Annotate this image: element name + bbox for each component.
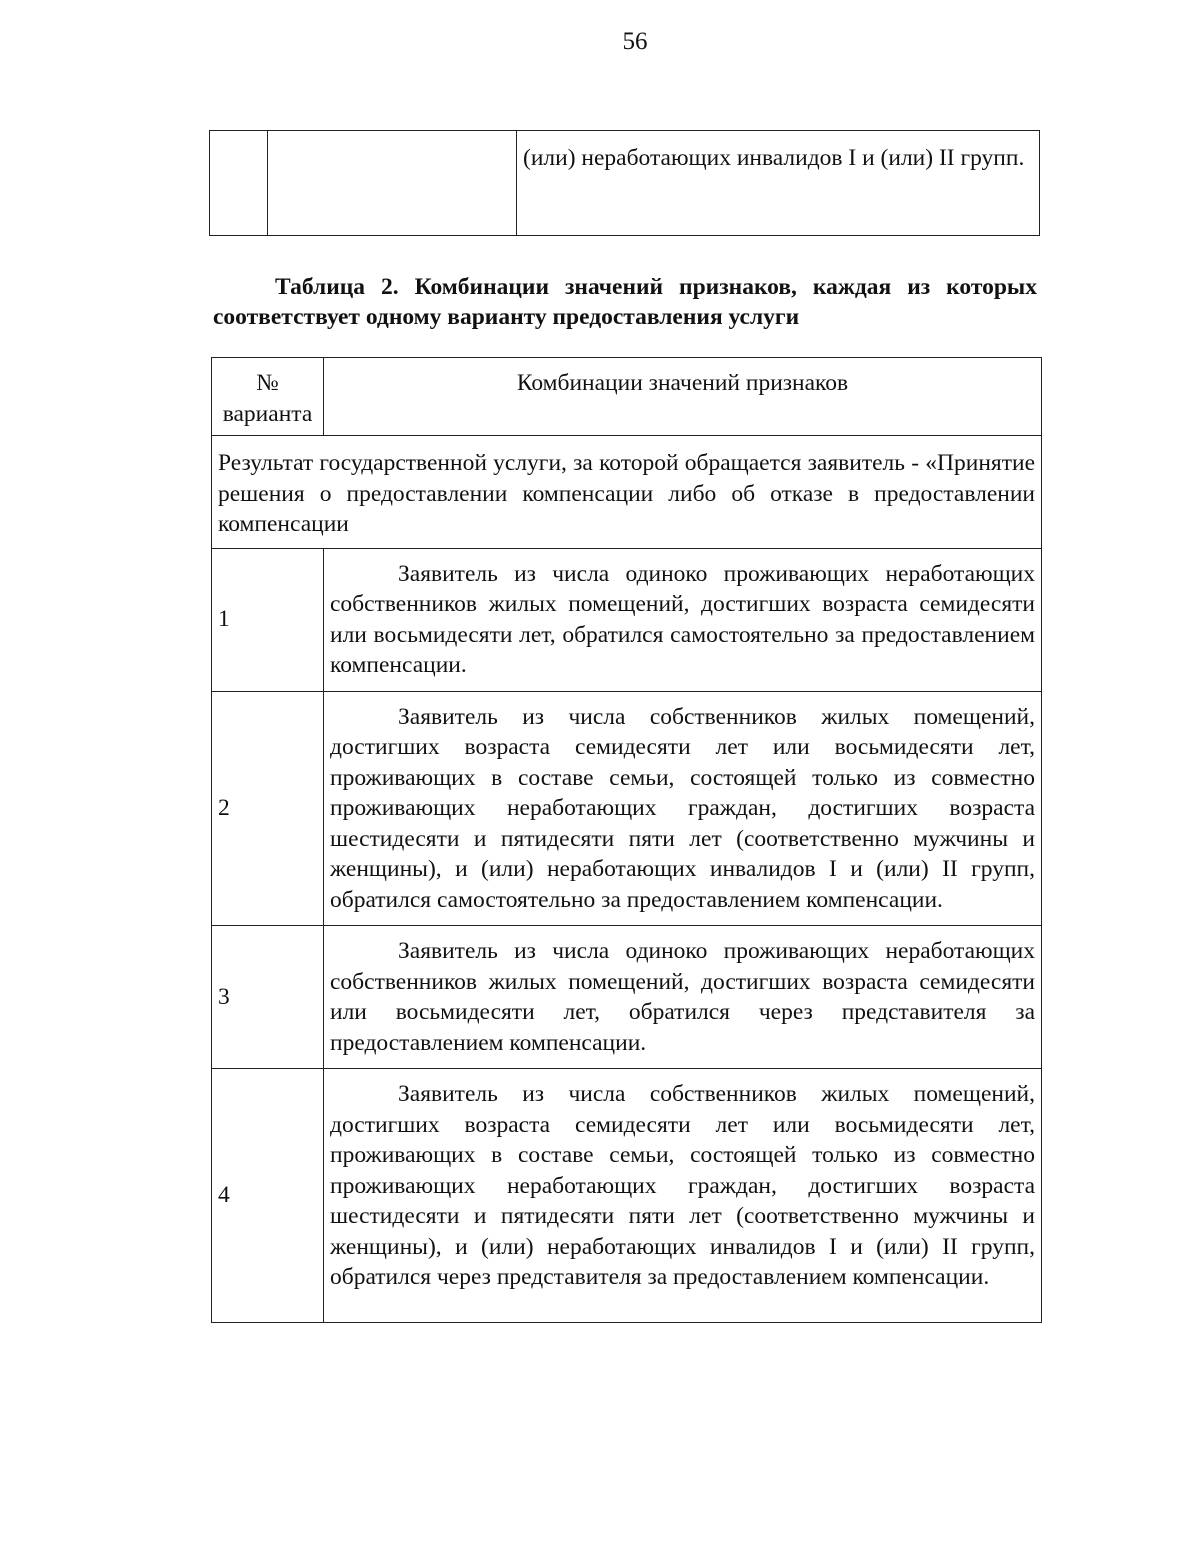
table-row	[212, 926, 1042, 1069]
header-combinations: Комбинации значений признаков	[324, 358, 1042, 436]
variants-table	[211, 357, 1042, 1323]
header-variant-number: № варианта	[212, 358, 324, 436]
table-cell-text	[517, 131, 1040, 236]
variant-number: 3	[212, 926, 324, 1069]
variant-number: 2	[212, 691, 324, 926]
variant-number: 4	[212, 1069, 324, 1323]
continuation-table	[209, 130, 1040, 236]
variant-description: Заявитель из числа одиноко проживающих неработающих собственников жилых помещений, достигших возраста семидесяти или восьмидесяти лет, обратился через представителя за предоставлением компенсации.	[324, 926, 1042, 1069]
continuation-text: (или) неработающих инвалидов I и (или) II групп.	[523, 145, 1025, 171]
table-row	[210, 131, 1040, 236]
table-cell-empty	[210, 131, 268, 236]
table-row	[212, 1069, 1042, 1323]
variant-description: Заявитель из числа собственников жилых помещений, достигших возраста семидесяти лет или восьмидесяти лет, проживающих в составе семьи, состоящей только из совместно проживающих неработающих граждан, достигших возраста шестидесяти и пятидесяти пяти лет (соответственно мужчины и женщины), и (или) неработающих инвалидов I и (или) II групп, обратился самостоятельно за предоставлением компенсации.	[324, 691, 1042, 926]
page-number: 56	[622, 28, 648, 55]
variant-description: Заявитель из числа одиноко проживающих неработающих собственников жилых помещений, достигших возраста семидесяти или восьмидесяти лет, обратился самостоятельно за предоставлением компенсации.	[324, 548, 1042, 691]
variant-description: Заявитель из числа собственников жилых помещений, достигших возраста семидесяти лет или восьмидесяти лет, проживающих в составе семьи, состоящей только из совместно проживающих неработающих граждан, достигших возраста шестидесяти и пятидесяти пяти лет (соответственно мужчины и женщины), и (или) неработающих инвалидов I и (или) II групп, обратился через представителя за предоставлением компенсации.	[324, 1069, 1042, 1323]
variant-number: 1	[212, 548, 324, 691]
table-row	[212, 548, 1042, 691]
table-cell-empty	[268, 131, 517, 236]
table-caption: Таблица 2. Комбинации значений признаков, каждая из которых соответствует одному варианту предоставления услуги	[213, 274, 1037, 330]
table-result-row	[212, 436, 1042, 549]
result-text: Результат государственной услуги, за которой обращается заявитель - «Принятие решения о предоставлении компенсации либо об отказе в предоставлении компенсации	[212, 436, 1042, 549]
table-row	[212, 691, 1042, 926]
table-header-row	[212, 358, 1042, 436]
